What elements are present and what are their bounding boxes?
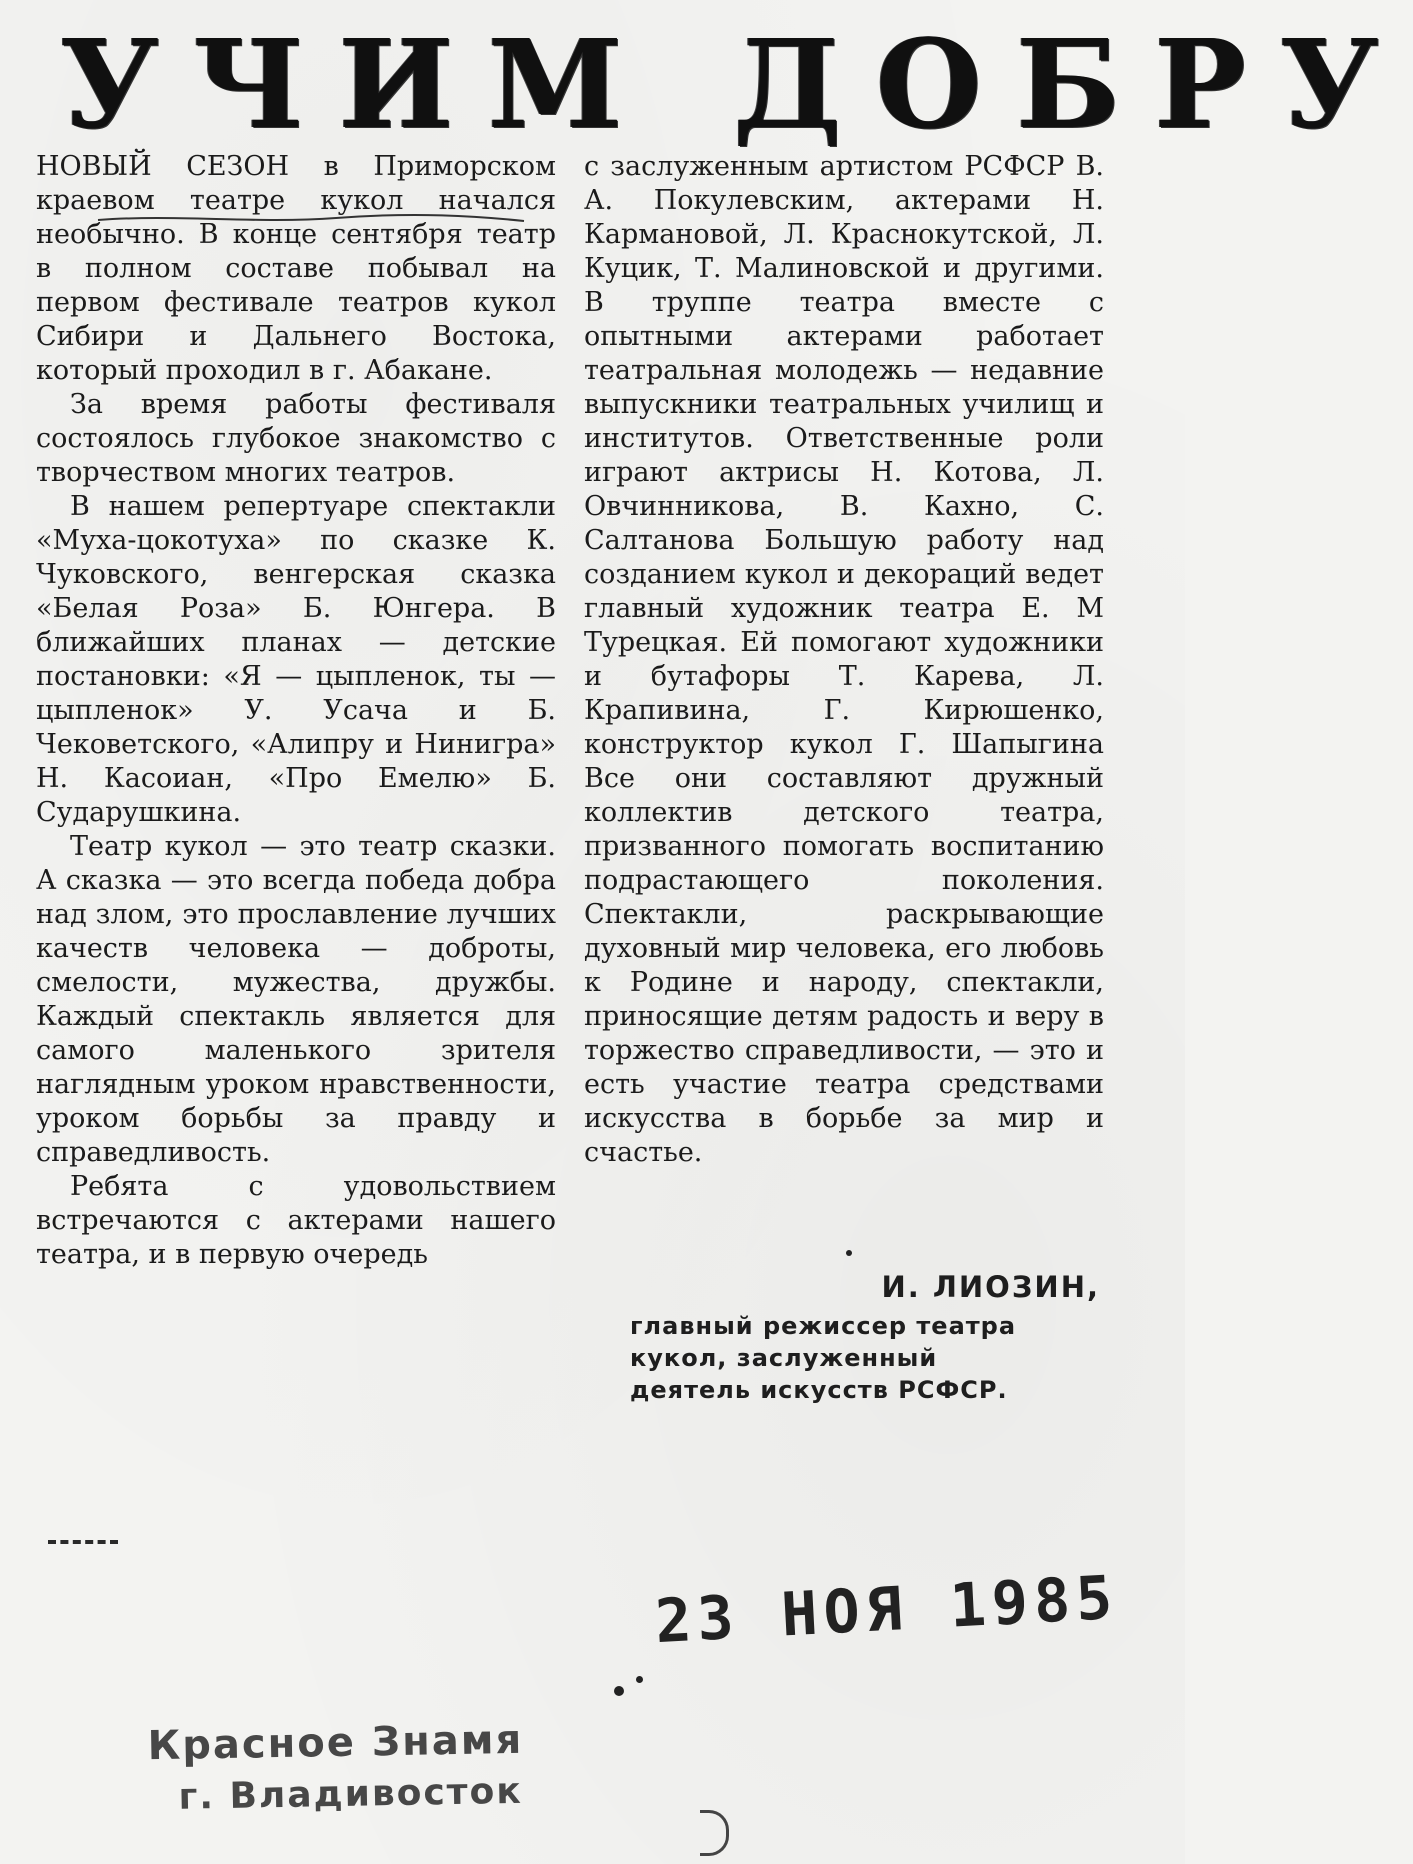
source-stamp — [147, 1717, 524, 1819]
author-name: И. ЛИОЗИН, — [881, 1270, 1100, 1304]
article-paragraph: Ребята с удовольствием встречаются с актерами нашего театра, и в первую очередь — [36, 1171, 556, 1270]
article-paragraph: За время работы фестиваля состоялось глубокое знакомство с творчеством многих театров. — [36, 389, 556, 488]
article-paragraph: В нашем репертуаре спектакли «Муха-цокотуха» по сказке К. Чуковского, венгерская сказка «Белая Роза» Б. Юнгера. В ближайших планах — детские постановки: «Я — цыпленок, ты — цыпленок» У. Усача и Б. Чековетского, «Алипру и Нинигра» Н. Касоиан, «Про Емелю» Б. Сударушкина. — [36, 491, 556, 828]
source-stamp-city: г. Владивосток — [178, 1770, 524, 1818]
ink-dot — [614, 1686, 624, 1696]
headline: УЧИМ ДОБРУ — [60, 12, 1413, 156]
article-paragraph: Театр кукол — это театр сказки. А сказка — это всегда победа добра над злом, это прославление лучших качеств человека — доброты, смелости, мужества, дружбы. Каждый спектакль является для самого маленького зрителя наглядным уроком нравственности, уроком борьбы за правду и справедливость. — [36, 831, 556, 1168]
ink-dot — [846, 1250, 852, 1256]
ink-dot — [636, 1676, 643, 1683]
article-column-right — [584, 150, 1104, 1170]
dash-mark — [48, 1540, 118, 1544]
author-signature — [630, 1270, 1100, 1406]
article-paragraph: НОВЫЙ СЕЗОН в Приморском краевом театре кукол начался необычно. В конце сентября театр в полном составе побывал на первом фестивале театров кукол Сибири и Дальнего Востока, который проходил в г. Абакане. — [36, 151, 556, 386]
source-stamp-newspaper: Красное Знамя — [147, 1716, 524, 1770]
date-stamp: 23 НОЯ 1985 — [653, 1562, 1120, 1658]
article-column-left — [36, 150, 556, 1272]
pen-scribble-mark — [700, 1810, 729, 1856]
author-role: главный режиссер театра кукол, заслуженный деятель искусств РСФСР. — [630, 1312, 1017, 1404]
article-paragraph: с заслуженным артистом РСФСР В. А. Покулевским, актерами Н. Кармановой, Л. Краснокутской, Л. Куцик, Т. Малиновской и другими. В труппе театра вместе с опытными актерами работает театральная молодежь — недавние выпускники театральных училищ и институтов. Ответственные роли играют актрисы Н. Котова, Л. Овчинникова, В. Кахно, С. Салтанова Большую работу над созданием кукол и декораций ведет главный художник театра Е. М Турецкая. Ей помогают художники и бутафоры Т. Карева, Л. Крапивина, Г. Кирюшенко, конструктор кукол Г. Шапыгина Все они составляют дружный коллектив детского театра, призванного помогать воспитанию подрастающего поколения. Спектакли, раскрывающие духовный мир человека, его любовь к Родине и народу, спектакли, приносящие детям радость и веру в торжество справедливости, — это и есть участие театра средствами искусства в борьбе за мир и счастье. — [584, 151, 1104, 1168]
